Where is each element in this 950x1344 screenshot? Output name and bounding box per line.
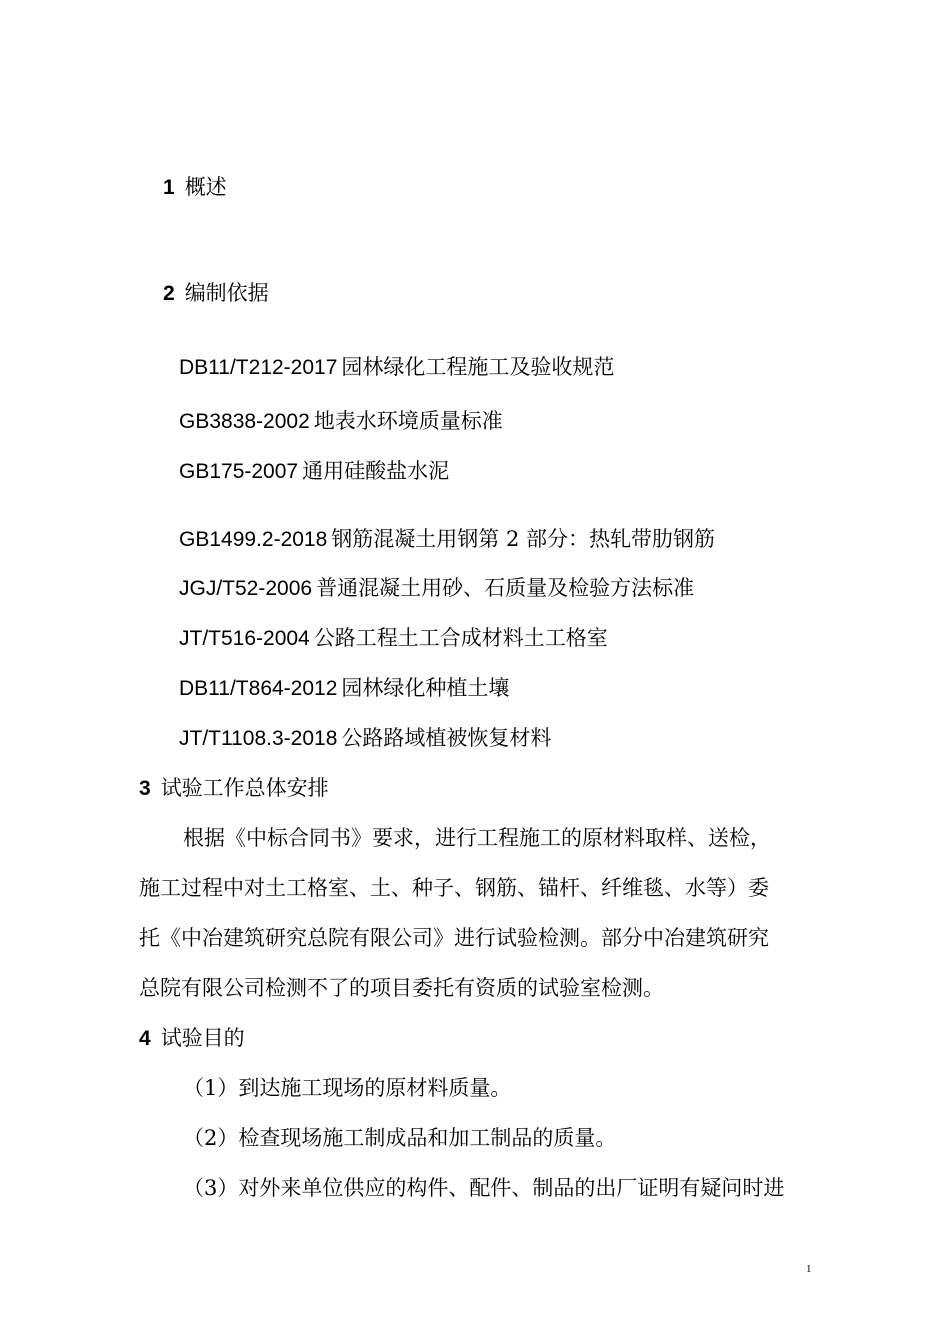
- standard-item: [179, 408, 503, 435]
- standard-item: [179, 575, 694, 602]
- purpose-item: （1）到达施工现场的原材料质量。: [183, 1076, 512, 1100]
- section-number: 1: [163, 176, 175, 199]
- section-number: 3: [139, 777, 151, 800]
- standard-name: 园林绿化工程施工及验收规范: [341, 355, 615, 379]
- purpose-item: （2）检查现场施工制成品和加工制品的质量。: [183, 1126, 617, 1150]
- paragraph-line: 施工过程中对土工格室、土、种子、钢筋、锚杆、纤维毯、水等）委: [139, 876, 769, 900]
- standard-code: DB11/T864-2012: [179, 677, 338, 700]
- paragraph-line: 托《中冶建筑研究总院有限公司》进行试验检测。部分中冶建筑研究: [139, 926, 769, 950]
- standard-code: JT/T1108.3-2018: [179, 727, 338, 750]
- standard-name: 钢筋混凝土用钢第 2 部分：热轧带肋钢筋: [331, 527, 716, 551]
- standard-code: GB1499.2-2018: [179, 528, 328, 551]
- section-title: 概述: [184, 175, 227, 199]
- standard-item: [179, 625, 608, 652]
- standard-item: [179, 526, 715, 553]
- standard-code: JT/T516-2004: [179, 627, 310, 650]
- section-number: 4: [139, 1027, 151, 1050]
- standard-item: [179, 354, 614, 381]
- section-heading-1: [163, 174, 227, 201]
- section-title: 编制依据: [184, 281, 269, 305]
- purpose-item: （3）对外来单位供应的构件、配件、制品的出厂证明有疑问时进: [183, 1176, 785, 1200]
- standard-name: 公路工程土工合成材料土工格室: [313, 626, 608, 650]
- section-title: 试验目的: [160, 1026, 245, 1050]
- standard-item: [179, 725, 551, 752]
- standard-item: [179, 675, 509, 702]
- standard-code: DB11/T212-2017: [179, 356, 338, 379]
- standard-name: 公路路域植被恢复材料: [341, 726, 552, 750]
- page-number: 1: [806, 1263, 812, 1275]
- standard-item: [179, 458, 449, 485]
- standard-code: GB3838-2002: [179, 410, 310, 433]
- standard-name: 地表水环境质量标准: [313, 409, 503, 433]
- section-heading-4: [139, 1025, 245, 1052]
- section-number: 2: [163, 282, 175, 305]
- section-heading-2: [163, 280, 269, 307]
- section-title: 试验工作总体安排: [160, 776, 329, 800]
- paragraph-line: 根据《中标合同书》要求，进行工程施工的原材料取样、送检，: [183, 826, 771, 850]
- standard-name: 通用硅酸盐水泥: [302, 459, 450, 483]
- standard-code: GB175-2007: [179, 460, 299, 483]
- section-heading-3: [139, 775, 329, 802]
- standard-code: JGJ/T52-2006: [179, 577, 313, 600]
- standard-name: 普通混凝土用砂、石质量及检验方法标准: [316, 576, 695, 600]
- paragraph-line: 总院有限公司检测不了的项目委托有资质的试验室检测。: [139, 976, 664, 1000]
- standard-name: 园林绿化种植土壤: [341, 676, 510, 700]
